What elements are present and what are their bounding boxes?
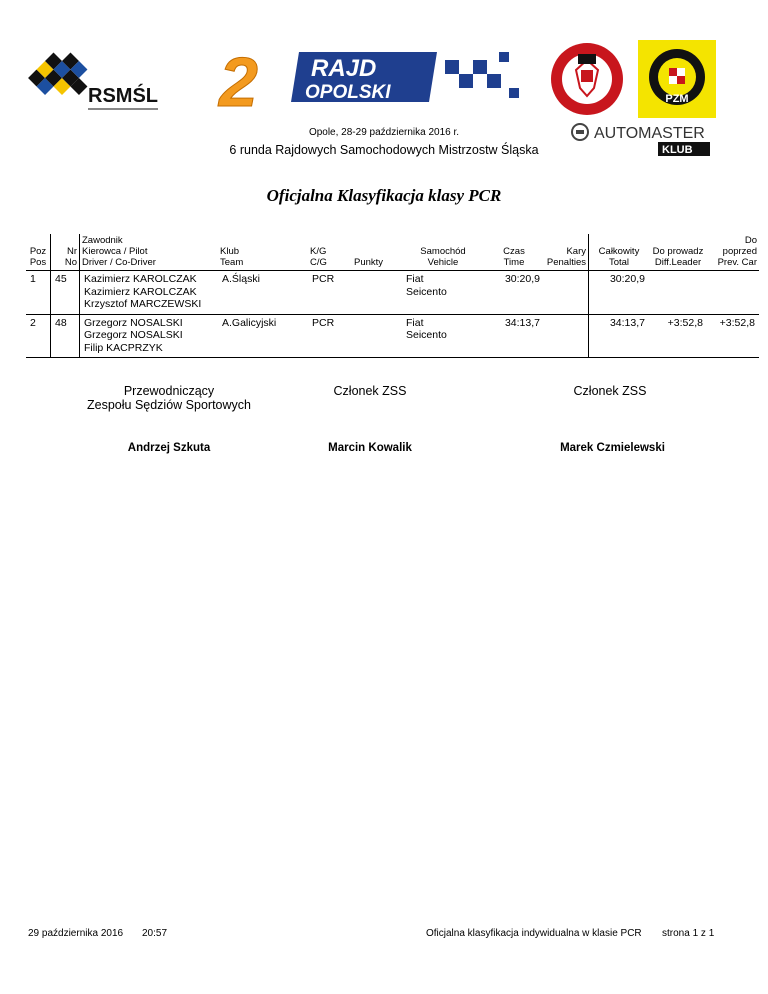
header-nr: Nr No [51,234,80,271]
cell-pos: 2 [26,314,51,358]
event-date-line: Opole, 28-29 października 2016 r. [308,127,460,138]
cell-pos: 1 [26,271,51,315]
rsmsl-logo [24,46,174,124]
cell-car: Fiat Seicento [402,314,484,358]
cell-cg: PCR [308,271,352,315]
cell-points [352,271,402,315]
pzm-logo-text: PZM [665,93,689,105]
footer-date: 29 października 2016 [28,928,124,939]
cell-total: 30:20,9 [589,271,650,315]
signature-chairman-name: Andrzej Szkuta [127,442,211,454]
header-prev-car: Do poprzed Prev. Car [707,234,759,271]
cell-driver: Grzegorz NOSALSKI Grzegorz NOSALSKI Filip KACPRZYK [80,314,219,358]
signature-member2-name: Marek Czmielewski [560,442,665,454]
cell-cg: PCR [308,314,352,358]
footer-description: Oficjalna klasyfikacja indywidualna w klasie PCR [426,928,642,939]
cell-total: 34:13,7 [589,314,650,358]
table-row [26,314,759,358]
footer-time: 20:57 [142,928,168,939]
header-car: Samochód Vehicle [402,234,484,271]
rajd-opolski-logo [215,46,531,114]
cell-nr: 45 [51,271,80,315]
header-total: Całkowity Total [589,234,650,271]
cell-diff-leader: +3:52,8 [649,314,707,358]
cell-time: 34:13,7 [484,314,544,358]
footer-page: strona 1 z 1 [662,928,715,939]
cell-nr: 48 [51,314,80,358]
cell-club: A.Śląski [218,271,308,315]
table-header-row [26,234,759,271]
automaster-text: AUTOMASTER [594,125,705,142]
signature-member1-role: Członek ZSS [333,384,407,398]
cell-time: 30:20,9 [484,271,544,315]
cell-prev-car: +3:52,8 [707,314,759,358]
round-line: 6 runda Rajdowych Samochodowych Mistrzostw Śląska [229,143,539,157]
table-row [26,271,759,315]
header-diff-leader: Do prowadz Diff.Leader [649,234,707,271]
automobilklub-zabrze-logo [548,40,626,118]
rajd-logo-line2: OPOLSKI [305,82,391,103]
signature-chairman-role: Przewodniczący Zespołu Sędziów Sportowych [87,384,251,412]
pzm-logo [638,40,716,118]
header-points: Punkty [352,234,402,271]
header-pos: Poz Pos [26,234,51,271]
cell-penalties [544,271,589,315]
cell-diff-leader [649,271,707,315]
signature-member1-name: Marcin Kowalik [328,442,412,454]
rajd-logo-line1: RAJD [311,55,377,82]
header-driver: Zawodnik Kierowca / Pilot Driver / Co-Driver [80,234,219,271]
cell-driver: Kazimierz KAROLCZAK Kazimierz KAROLCZAK Krzysztof MARCZEWSKI [80,271,219,315]
signature-member2-role: Członek ZSS [573,384,647,398]
cell-car: Fiat Seicento [402,271,484,315]
header-penalties: Kary Penalties [544,234,589,271]
header-time: Czas Time [484,234,544,271]
results-table [26,234,759,358]
cell-penalties [544,314,589,358]
rsmsl-logo-text: RSMŚL [88,85,158,107]
rajd-logo-number: 2 [219,46,258,114]
page-title: Oficjalna Klasyfikacja klasy PCR [266,186,502,205]
cell-club: A.Galicyjski [218,314,308,358]
cell-prev-car [707,271,759,315]
cell-points [352,314,402,358]
automaster-sub-text: KLUB [662,144,693,156]
header-club: Klub Team [218,234,308,271]
header-cg: K/G C/G [308,234,352,271]
